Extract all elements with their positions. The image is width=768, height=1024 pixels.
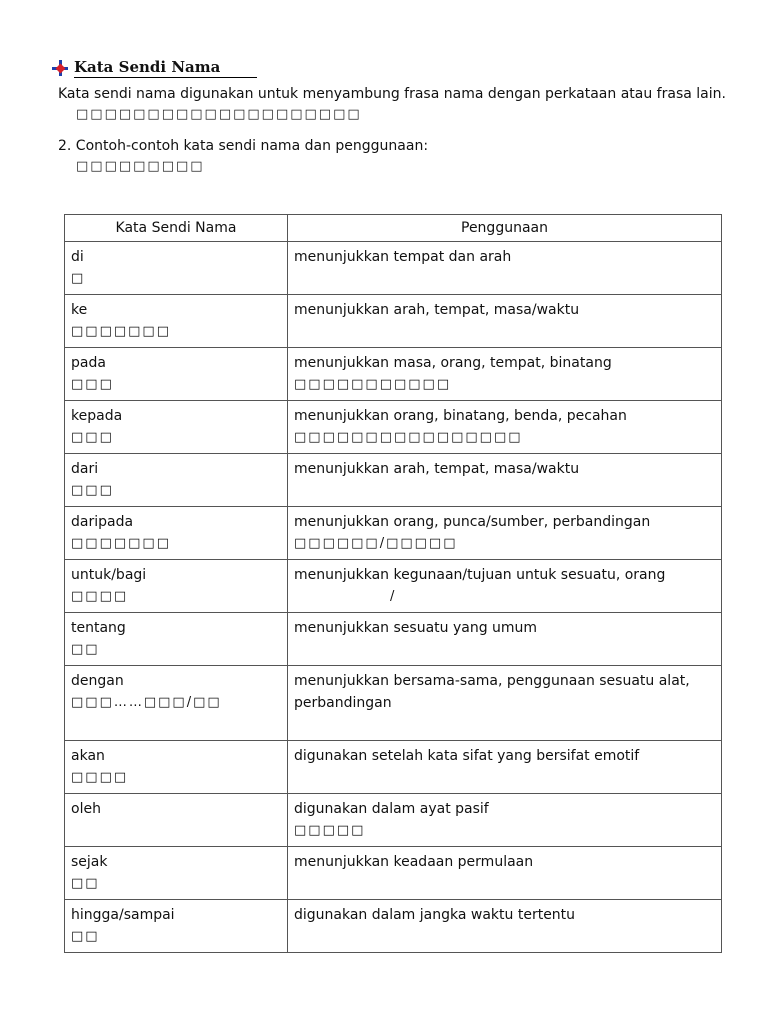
table-row: [65, 401, 722, 454]
usage-glyphs: [294, 268, 715, 290]
word-glyphs: □: [71, 271, 86, 286]
usage-glyphs: [294, 767, 715, 789]
word-cell: [65, 295, 288, 348]
usage-glyphs: □□□□□: [294, 823, 366, 838]
examples-title: 2. Contoh-contoh kata sendi nama dan penggunaan:: [58, 138, 429, 154]
usage-text: digunakan dalam ayat pasif: [294, 801, 489, 817]
word-cell: [65, 401, 288, 454]
table-row: [65, 295, 722, 348]
word-glyphs: □□: [71, 876, 100, 891]
intro-glyphs: □□□□□□□□□□□□□□□□□□□□: [76, 107, 362, 122]
word-cell: [65, 348, 288, 401]
word-cell: [65, 242, 288, 295]
word-text: pada: [71, 355, 106, 371]
usage-cell: [288, 794, 722, 847]
usage-cell: [288, 242, 722, 295]
word-cell: [65, 613, 288, 666]
word-text: daripada: [71, 514, 134, 530]
examples-glyphs: □□□□□□□□□: [76, 159, 205, 174]
usage-text: digunakan setelah kata sifat yang bersifat emotif: [294, 748, 640, 764]
table-row: [65, 507, 722, 560]
table-row: [65, 666, 722, 741]
usage-cell: [288, 741, 722, 794]
section-heading: Kata Sendi Nama: [74, 58, 257, 78]
usage-glyphs: [294, 639, 715, 661]
word-cell: [65, 507, 288, 560]
word-text: di: [71, 249, 84, 265]
usage-text: menunjukkan arah, tempat, masa/waktu: [294, 461, 580, 477]
usage-glyphs: [294, 714, 715, 736]
word-glyphs: □□□□□□□: [71, 324, 171, 339]
word-text: kepada: [71, 408, 123, 424]
table-row: [65, 847, 722, 900]
usage-cell: [288, 507, 722, 560]
table-row: [65, 900, 722, 953]
usage-glyphs: [294, 321, 715, 343]
word-cell: [65, 794, 288, 847]
word-cell: [65, 666, 288, 741]
header-penggunaan: Penggunaan: [288, 215, 722, 242]
table-header-row: [65, 215, 722, 242]
usage-text: menunjukkan orang, binatang, benda, pecahan: [294, 408, 627, 424]
usage-text: menunjukkan kegunaan/tujuan untuk sesuatu, orang: [294, 567, 666, 583]
word-glyphs: □□□□: [71, 589, 129, 604]
word-text: untuk/bagi: [71, 567, 147, 583]
usage-text: menunjukkan keadaan permulaan: [294, 854, 534, 870]
kata-sendi-table: [64, 214, 722, 953]
usage-text: menunjukkan arah, tempat, masa/waktu: [294, 302, 580, 318]
usage-cell: [288, 401, 722, 454]
word-cell: [65, 900, 288, 953]
table-row: [65, 242, 722, 295]
usage-glyphs: /: [390, 589, 395, 604]
usage-glyphs: □□□□□□□□□□□: [294, 377, 452, 392]
word-text: akan: [71, 748, 105, 764]
word-glyphs: □□□……□□□/□□: [71, 695, 222, 710]
word-glyphs: □□: [71, 642, 100, 657]
word-glyphs: □□□□□□□: [71, 536, 171, 551]
table-row: [65, 560, 722, 613]
word-glyphs: □□□: [71, 377, 114, 392]
usage-cell: [288, 666, 722, 741]
word-cell: [65, 560, 288, 613]
word-text: dengan: [71, 673, 124, 689]
word-text: sejak: [71, 854, 108, 870]
usage-cell: [288, 900, 722, 953]
intro-text: Kata sendi nama digunakan untuk menyambung frasa nama dengan perkataan atau frasa lain.: [58, 86, 726, 102]
usage-text: menunjukkan orang, punca/sumber, perbandingan: [294, 514, 651, 530]
usage-glyphs: □□□□□□/□□□□□: [294, 536, 458, 551]
word-text: oleh: [71, 801, 101, 817]
word-text: tentang: [71, 620, 126, 636]
usage-cell: [288, 454, 722, 507]
table-row: [65, 794, 722, 847]
word-glyphs: □□□: [71, 483, 114, 498]
table-row: [65, 348, 722, 401]
word-glyphs: □□□□: [71, 770, 129, 785]
word-cell: [65, 454, 288, 507]
word-cell: [65, 741, 288, 794]
word-glyphs: □□□: [71, 430, 114, 445]
usage-text: menunjukkan tempat dan arah: [294, 249, 512, 265]
table-row: [65, 741, 722, 794]
usage-text: menunjukkan bersama-sama, penggunaan sesuatu alat, perbandingan: [294, 673, 690, 711]
word-glyphs: [71, 820, 281, 842]
word-text: ke: [71, 302, 88, 318]
word-cell: [65, 847, 288, 900]
usage-text: digunakan dalam jangka waktu tertentu: [294, 907, 576, 923]
table-row: [65, 454, 722, 507]
usage-cell: [288, 348, 722, 401]
usage-glyphs: [294, 926, 715, 948]
usage-cell: [288, 295, 722, 348]
bullet-cross-icon: [52, 60, 68, 76]
header-kata-sendi: Kata Sendi Nama: [65, 215, 288, 242]
usage-glyphs: □□□□□□□□□□□□□□□□: [294, 430, 523, 445]
word-text: dari: [71, 461, 99, 477]
table-row: [65, 613, 722, 666]
heading-row: [52, 58, 257, 78]
usage-glyphs: [294, 480, 715, 502]
usage-text: menunjukkan sesuatu yang umum: [294, 620, 538, 636]
usage-cell: [288, 560, 722, 613]
word-glyphs: □□: [71, 929, 100, 944]
word-text: hingga/sampai: [71, 907, 175, 923]
usage-glyphs: [294, 873, 715, 895]
usage-cell: [288, 847, 722, 900]
usage-cell: [288, 613, 722, 666]
usage-text: menunjukkan masa, orang, tempat, binatang: [294, 355, 612, 371]
